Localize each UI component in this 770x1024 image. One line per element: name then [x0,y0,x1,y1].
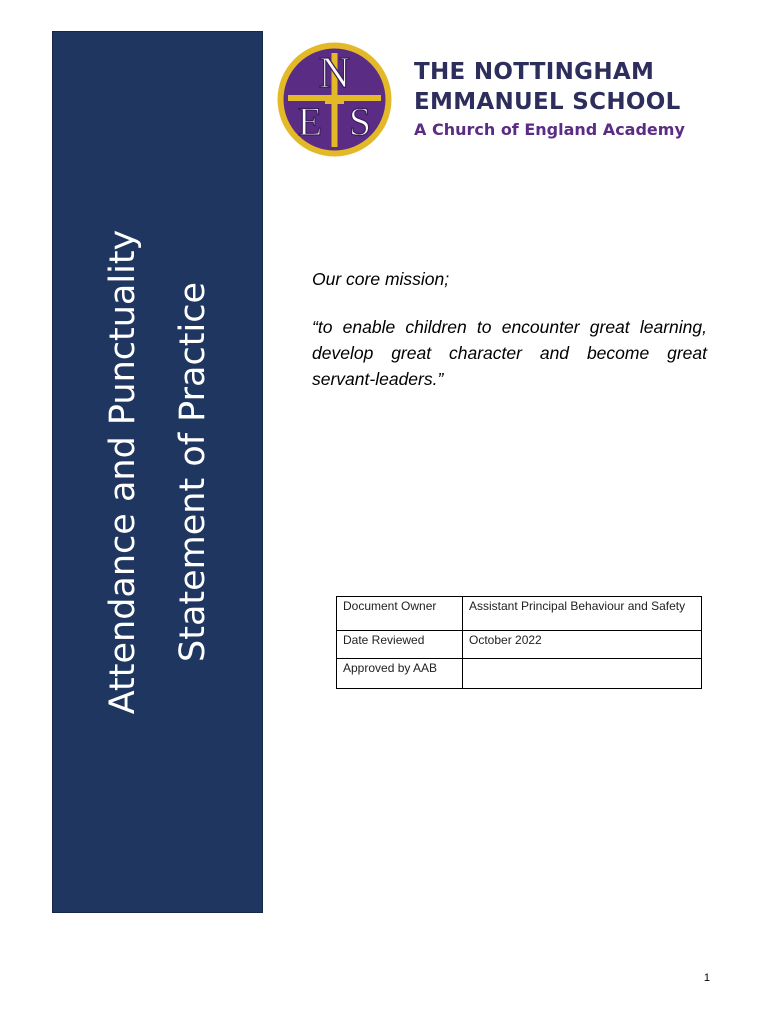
mission-heading: Our core mission; [312,269,450,289]
table-cell-label: Date Reviewed [337,631,463,659]
school-subtitle: A Church of England Academy [414,120,685,139]
page-number: 1 [703,972,710,984]
table-cell-label: Document Owner [337,597,463,631]
mission-statement [312,266,707,392]
table-row [337,597,702,631]
document-title-line-2: Statement of Practice [173,282,213,662]
table-row [337,659,702,689]
mission-quote: “to enable children to encounter great learning, develop great character and become great servant-leaders.” [312,317,707,389]
table-row [337,631,702,659]
school-name-line-1: THE NOTTINGHAM [414,59,655,85]
school-name-line-2: EMMANUEL SCHOOL [414,89,681,115]
table-cell-label: Approved by AAB [337,659,463,689]
school-logo [276,41,393,158]
logo-letter-e: E [297,99,323,144]
school-name [414,57,754,142]
table-cell-value: Assistant Principal Behaviour and Safety [463,597,702,631]
logo-letter-n: N [318,48,351,97]
logo-letter-s: S [348,99,372,144]
table-cell-value: October 2022 [463,631,702,659]
table-cell-value [463,659,702,689]
document-title-line-1: Attendance and Punctuality [103,229,143,715]
document-title [88,22,228,922]
document-control-table [336,596,702,689]
